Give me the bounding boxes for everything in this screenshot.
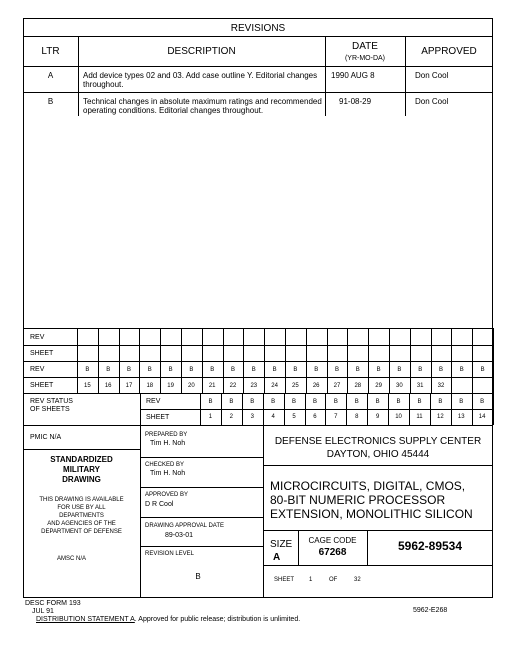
rev-cell: B xyxy=(251,367,256,373)
rev-status-label: REV STATUS xyxy=(30,398,73,405)
rev-cell: B xyxy=(106,367,111,373)
sheet-cell: 28 xyxy=(354,383,362,389)
rev-cell: B xyxy=(459,367,464,373)
rev-row-label: REV xyxy=(30,366,45,373)
agency-address: DAYTON, OHIO 45444 xyxy=(326,449,430,460)
rev-cell: B xyxy=(168,367,173,373)
grid-divider xyxy=(472,328,473,393)
divider xyxy=(23,361,493,362)
revision-date: 1990 AUG 8 xyxy=(331,71,375,80)
rev-cell: B xyxy=(314,367,319,373)
status-sheet-label: SHEET xyxy=(146,414,170,421)
status-sheet-cell: 3 xyxy=(250,414,254,420)
revision-description-line: operating conditions. Editorial changes throughout. xyxy=(83,106,264,115)
sheet-cell: 20 xyxy=(188,383,195,389)
standardized-title: DRAWING xyxy=(62,475,101,484)
status-rev-cell: B xyxy=(208,399,213,405)
revision-level-label: REVISION LEVEL xyxy=(145,551,195,557)
doc-code: 5962-E268 xyxy=(413,607,448,614)
divider xyxy=(140,546,263,547)
availability-note: DEPARTMENTS xyxy=(59,513,104,519)
status-sheet-cell: 1 xyxy=(208,414,213,420)
status-rev-cell: B xyxy=(333,399,338,405)
rev-cell: B xyxy=(272,367,277,373)
status-sheet-cell: 11 xyxy=(416,414,423,420)
status-rev-cell: B xyxy=(480,399,485,405)
sheet-row-label: SHEET xyxy=(30,350,54,357)
revision-ltr: A xyxy=(47,71,54,80)
status-sheet-cell: 12 xyxy=(436,414,444,420)
divider xyxy=(23,92,493,93)
drawing-title-line: 80-BIT NUMERIC PROCESSOR xyxy=(270,493,446,507)
form-date: JUL 91 xyxy=(32,608,54,615)
status-rev-label: REV xyxy=(146,398,161,405)
sheet-cell: 22 xyxy=(229,383,237,389)
rev-status-label: OF SHEETS xyxy=(30,406,70,413)
status-rev-cell: B xyxy=(396,399,401,405)
divider xyxy=(23,345,493,346)
status-sheet-cell: 13 xyxy=(457,414,465,420)
drawing-title-line: MICROCIRCUITS, DIGITAL, CMOS, xyxy=(270,479,466,493)
revision-description-line: Technical changes in absolute maximum ratings and recommended xyxy=(83,97,322,106)
status-rev-cell: B xyxy=(271,399,276,405)
status-sheet-cell: 7 xyxy=(334,414,338,420)
status-rev-cell: B xyxy=(417,399,422,405)
col-date-format: (YR-MO-DA) xyxy=(344,55,386,62)
sheet-cell: 32 xyxy=(437,383,445,389)
status-rev-cell: B xyxy=(229,399,234,405)
standardized-title: MILITARY xyxy=(63,465,100,474)
divider xyxy=(23,393,493,394)
rev-cell: B xyxy=(418,367,423,373)
availability-note: AND AGENCIES OF THE xyxy=(47,521,116,527)
revisions-title: REVISIONS xyxy=(230,23,286,34)
col-date-header: DATE xyxy=(352,41,378,52)
revision-approved: Don Cool xyxy=(415,71,449,80)
rev-cell: B xyxy=(293,367,298,373)
revision-approved: Don Cool xyxy=(415,97,449,106)
divider xyxy=(23,449,140,450)
sheet-cell: 17 xyxy=(125,383,133,389)
divider xyxy=(140,517,263,518)
standardized-title: STANDARDIZED xyxy=(50,455,113,464)
drawing-number: 5962-89534 xyxy=(397,539,463,553)
status-sheet-cell: 5 xyxy=(292,414,296,420)
status-sheet-cell: 8 xyxy=(355,414,359,420)
rev-cell: B xyxy=(147,367,152,373)
divider xyxy=(140,457,263,458)
checked-by-name: Tim H. Noh xyxy=(150,470,186,477)
divider xyxy=(23,377,493,378)
size-value: A xyxy=(273,552,281,563)
amsc-label: AMSC N/A xyxy=(57,556,87,562)
divider xyxy=(325,36,326,116)
revision-description-line: Add device types 02 and 03. Add case outline Y. Editorial changes xyxy=(83,71,318,80)
status-sheet-cell: 10 xyxy=(395,414,402,420)
distribution-statement xyxy=(36,616,300,624)
divider xyxy=(23,425,493,426)
rev-cell: B xyxy=(438,367,443,373)
sheet-cell: 26 xyxy=(312,383,320,389)
rev-cell: B xyxy=(230,367,235,373)
agency-name: DEFENSE ELECTRONICS SUPPLY CENTER xyxy=(274,436,482,447)
col-description-header: DESCRIPTION xyxy=(167,46,236,57)
sheet-total: 32 xyxy=(354,577,361,583)
status-divider xyxy=(493,393,494,425)
divider xyxy=(140,409,493,410)
status-sheet-cell: 9 xyxy=(375,414,380,420)
divider xyxy=(23,36,493,37)
approval-date: 89-03-01 xyxy=(165,532,194,539)
rev-cell: B xyxy=(376,367,381,373)
sheet-row-label: SHEET xyxy=(30,382,54,389)
prepared-by-label: PREPARED BY xyxy=(145,432,188,438)
rev-cell: B xyxy=(355,367,360,373)
sheet-cell: 18 xyxy=(146,383,154,389)
sheet-cell: 16 xyxy=(104,383,112,389)
status-rev-cell: B xyxy=(438,399,443,405)
revision-description-line: throughout. xyxy=(83,80,124,89)
rev-row-label: REV xyxy=(30,334,45,341)
status-rev-cell: B xyxy=(312,399,317,405)
status-sheet-cell: 6 xyxy=(313,414,317,420)
rev-cell: B xyxy=(397,367,402,373)
sheet-cell: 31 xyxy=(416,383,424,389)
revision-ltr: B xyxy=(47,97,54,106)
sheet-cell: 25 xyxy=(292,383,299,389)
sheet-number: 1 xyxy=(309,577,313,583)
sheet-cell: 19 xyxy=(167,383,174,389)
availability-note: THIS DRAWING IS AVAILABLE xyxy=(39,497,124,503)
status-rev-cell: B xyxy=(375,399,380,405)
of-label: OF xyxy=(329,577,338,583)
drawing-title-line: EXTENSION, MONOLITHIC SILICON xyxy=(270,507,473,521)
status-rev-cell: B xyxy=(250,399,255,405)
status-rev-cell: B xyxy=(354,399,359,405)
distribution-text: . Approved for public release; distribution is unlimited. xyxy=(134,616,301,623)
status-sheet-cell: 4 xyxy=(271,414,275,420)
grid-divider xyxy=(451,328,452,393)
sheet-cell: 29 xyxy=(375,383,382,389)
rev-cell: B xyxy=(85,367,90,373)
availability-note: DEPARTMENT OF DEFENSE xyxy=(41,529,122,535)
rev-cell: B xyxy=(210,367,215,373)
sheet-label: SHEET xyxy=(274,577,295,583)
status-sheet-cell: 14 xyxy=(478,414,486,420)
cage-code-label: CAGE CODE xyxy=(308,536,357,545)
distribution-label: DISTRIBUTION STATEMENT A xyxy=(36,616,135,623)
sheet-cell: 27 xyxy=(333,383,341,389)
divider xyxy=(405,36,406,116)
col-ltr-header: LTR xyxy=(41,46,60,57)
status-rev-cell: B xyxy=(292,399,297,405)
divider xyxy=(23,328,493,329)
col-approved-header: APPROVED xyxy=(421,46,477,57)
status-rev-cell: B xyxy=(459,399,464,405)
sheet-cell: 24 xyxy=(271,383,278,389)
approved-by-label: APPROVED BY xyxy=(145,492,189,498)
divider xyxy=(263,465,493,466)
divider xyxy=(263,565,493,566)
size-label: SIZE xyxy=(270,539,293,550)
revision-date: 91-08-29 xyxy=(339,97,372,106)
approval-date-label: DRAWING APPROVAL DATE xyxy=(145,523,225,529)
rev-cell: B xyxy=(189,367,194,373)
rev-cell: B xyxy=(480,367,485,373)
revision-level: B xyxy=(195,572,201,581)
approved-by-name: D R Cool xyxy=(145,501,174,508)
sheet-cell: 30 xyxy=(396,383,403,389)
divider xyxy=(140,487,263,488)
cage-code-value: 67268 xyxy=(318,547,347,558)
divider xyxy=(23,66,493,67)
grid-divider xyxy=(493,328,494,393)
checked-by-label: CHECKED BY xyxy=(145,462,185,468)
rev-cell: B xyxy=(334,367,339,373)
form-number: DESC FORM 193 xyxy=(25,600,81,607)
sheet-cell: 15 xyxy=(84,383,91,389)
prepared-by-name: Tim H. Noh xyxy=(150,440,186,447)
divider xyxy=(78,36,79,116)
pmic-label: PMIC N/A xyxy=(30,434,62,441)
availability-note: FOR USE BY ALL xyxy=(57,505,106,511)
sheet-cell: 23 xyxy=(250,383,258,389)
rev-cell: B xyxy=(126,367,131,373)
sheet-cell: 21 xyxy=(208,383,216,389)
status-sheet-cell: 2 xyxy=(229,414,233,420)
